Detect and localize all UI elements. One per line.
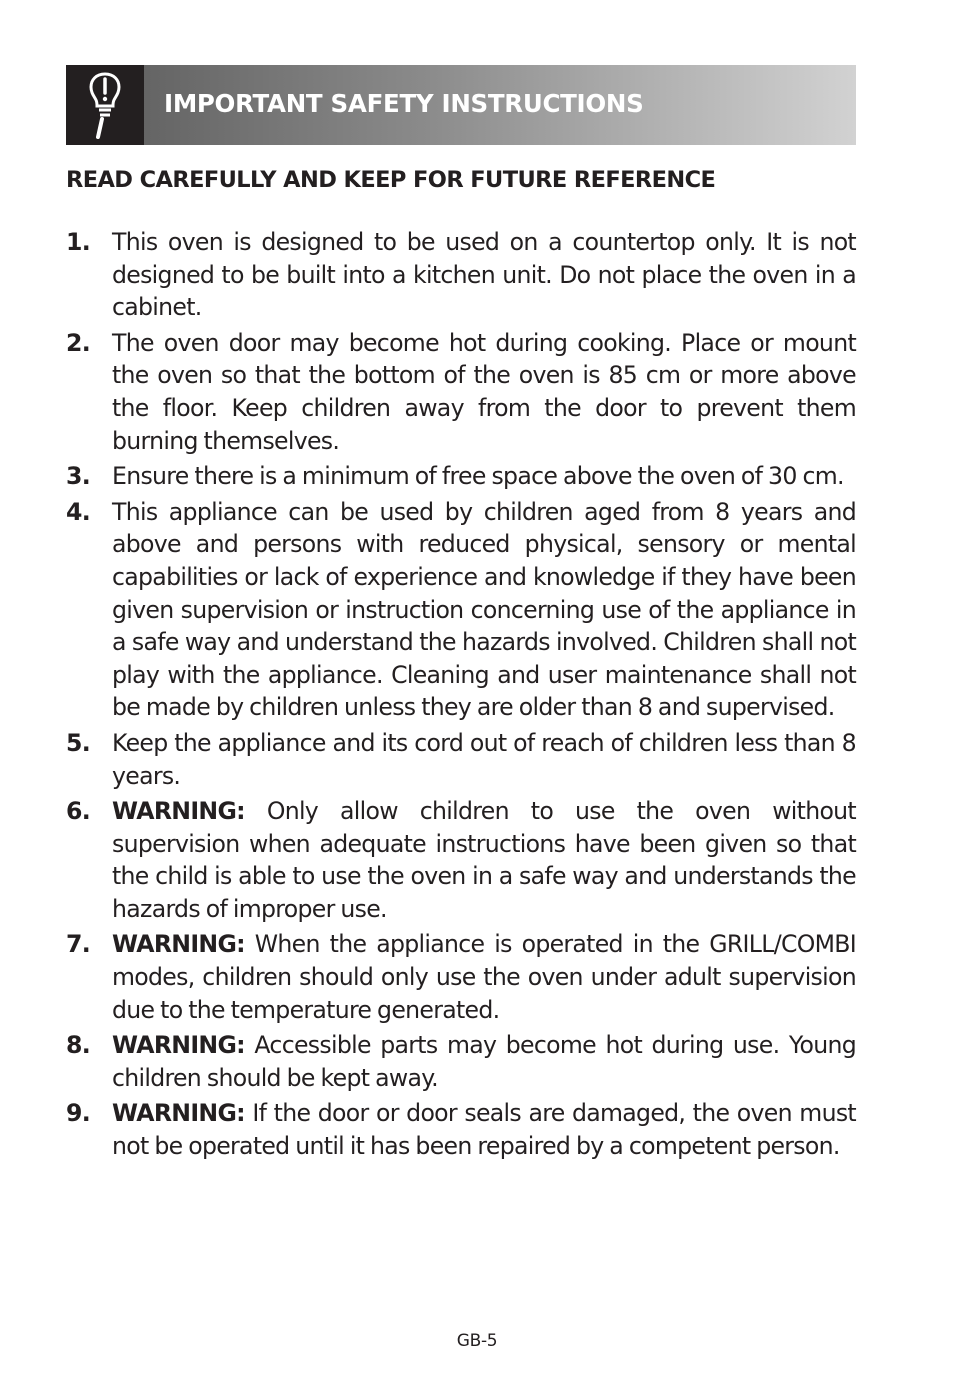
warning-label: WARNING:	[112, 1099, 245, 1128]
item-number: 2.	[66, 328, 90, 357]
item-text: This oven is designed to be used on a countertop only. It is not designed to be built into a kitchen unit. Do not place the oven in a cabinet.	[112, 228, 856, 322]
list-item	[66, 327, 856, 457]
item-number: 4.	[66, 497, 90, 526]
list-item	[66, 795, 856, 925]
item-text: Keep the appliance and its cord out of reach of children less than 8 years.	[112, 728, 856, 790]
header-title: IMPORTANT SAFETY INSTRUCTIONS	[164, 89, 644, 118]
item-number: 9.	[66, 1099, 90, 1128]
item-number: 8.	[66, 1031, 90, 1060]
item-text: Accessible parts may become hot during use. Young children should be kept away.	[112, 1031, 856, 1092]
read-carefully-heading: READ CAREFULLY AND KEEP FOR FUTURE REFERENCE	[66, 167, 716, 193]
item-text: When the appliance is operated in the GRILL/COMBI modes, children should only use the oven under adult supervision due to the temperature generated.	[112, 930, 856, 1024]
safety-instructions-list	[66, 226, 856, 1166]
list-item	[66, 727, 856, 792]
warning-label: WARNING:	[112, 1031, 245, 1060]
header-icon-box	[66, 65, 144, 145]
item-text: Ensure there is a minimum of free space above the oven of 30 cm.	[112, 462, 844, 491]
item-text: If the door or door seals are damaged, the oven must not be operated until it has been repaired by a competent person.	[112, 1099, 856, 1161]
item-number: 1.	[66, 228, 90, 256]
section-header	[66, 65, 856, 145]
warning-label: WARNING:	[112, 797, 245, 826]
item-text: Only allow children to use the oven without supervision when adequate instructions have been given so that the child is able to use the oven in a safe way and understands the hazards of improper use.	[112, 797, 856, 923]
item-number: 5.	[66, 728, 90, 757]
page-number: GB-5	[456, 1331, 498, 1351]
warning-label: WARNING:	[112, 930, 245, 959]
list-item	[66, 1029, 856, 1094]
exclamation-lightbulb-icon	[88, 71, 122, 139]
list-item	[66, 1097, 856, 1162]
item-number: 6.	[66, 797, 90, 826]
item-text: This appliance can be used by children aged from 8 years and above and persons with reduced physical, sensory or mental capabilities or lack of experience and knowledge if they have been given supervision or instruction concerning use of the appliance in a safe way and understand the hazards involved. Children shall not play with the appliance. Cleaning and user maintenance shall not be made by children unless they are older than 8 and supervised.	[112, 497, 856, 722]
item-number: 3.	[66, 462, 90, 491]
list-item	[66, 496, 856, 724]
list-item	[66, 928, 856, 1026]
list-item	[66, 460, 856, 493]
item-text: The oven door may become hot during cooking. Place or mount the oven so that the bottom of the oven is 85 cm or more above the floor. Keep children away from the door to prevent them burning themselves.	[112, 328, 856, 455]
item-number: 7.	[66, 930, 90, 959]
list-item	[66, 226, 856, 324]
